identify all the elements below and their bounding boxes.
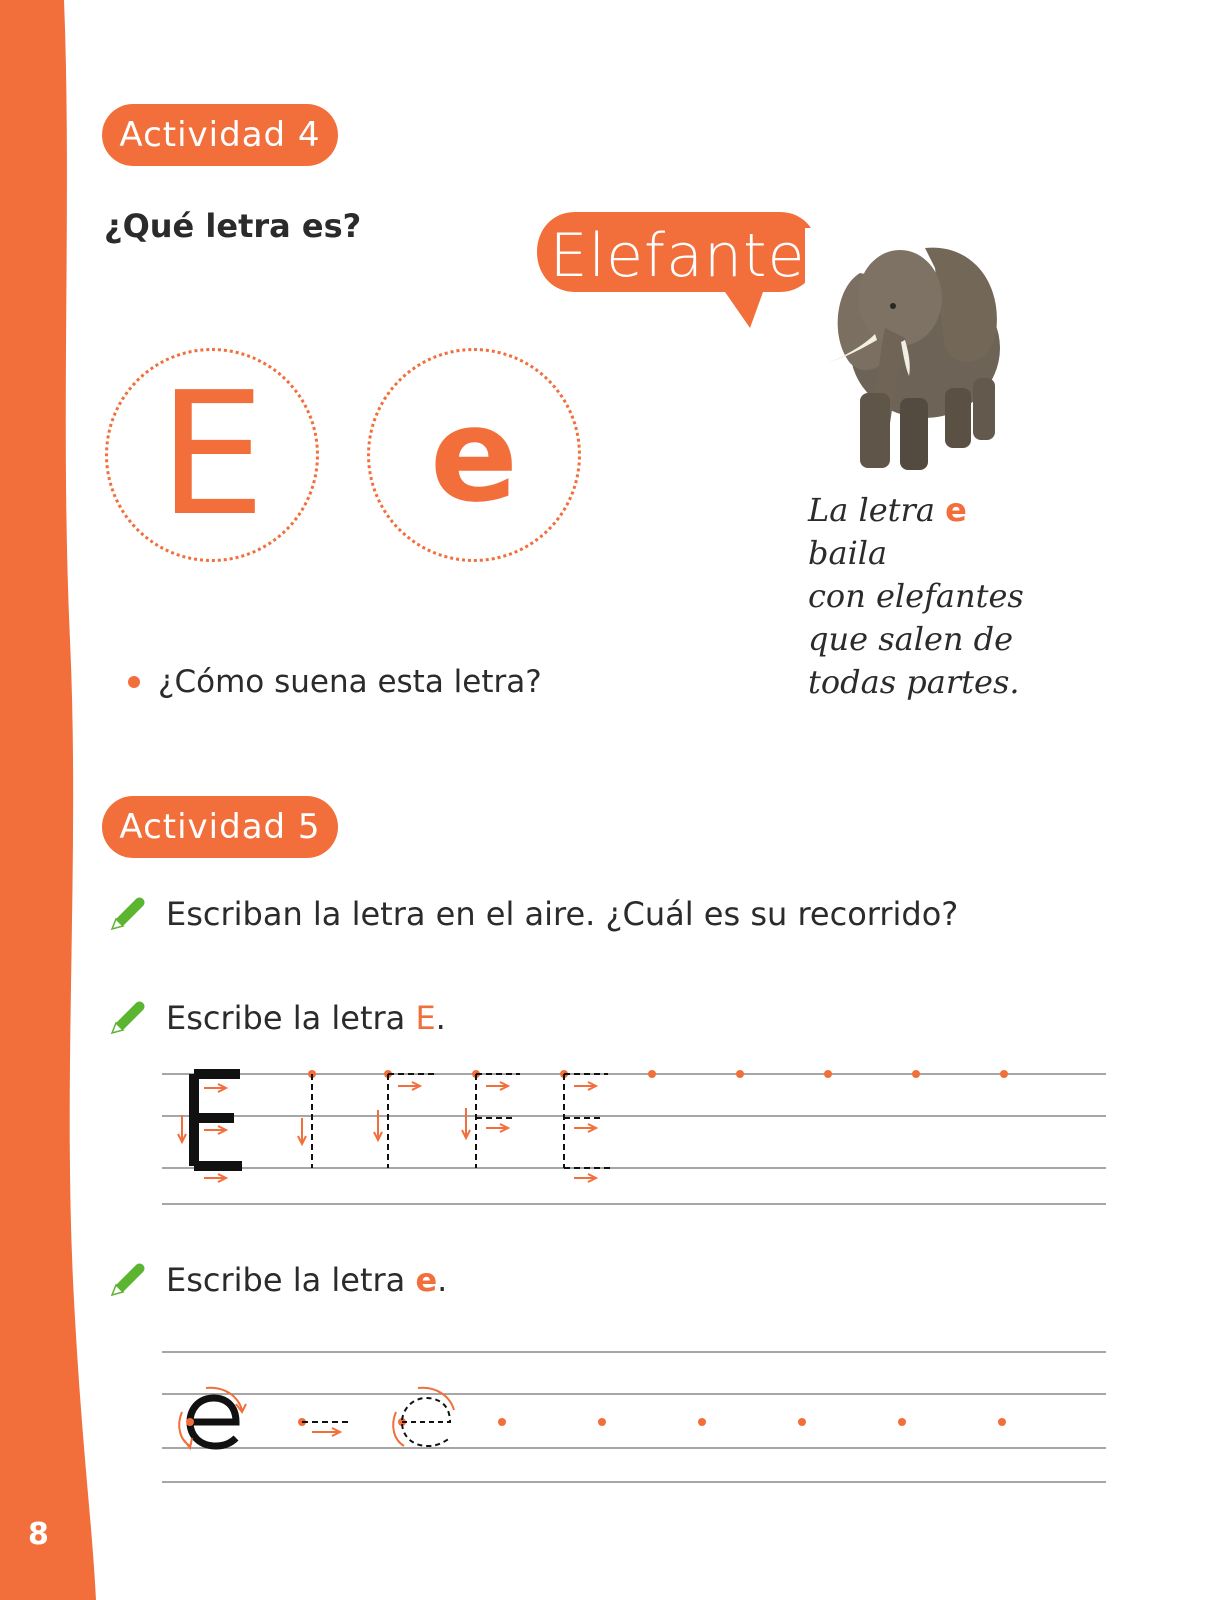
instruction-lower-prefix: Escribe la letra xyxy=(166,1261,406,1299)
poem-line-5: todas partes. xyxy=(808,663,1020,701)
lowercase-letter-circle xyxy=(367,348,581,562)
sound-question xyxy=(128,664,542,700)
instruction-air-text: Escriban la letra en el aire. ¿Cuál es su recorrido? xyxy=(166,895,959,933)
pencil-icon xyxy=(106,893,148,935)
page-number: 8 xyxy=(28,1517,49,1552)
instruction-lower xyxy=(106,1259,447,1301)
poem xyxy=(808,489,1024,704)
instruction-lower-letter: e xyxy=(415,1261,438,1299)
lowercase-practice-lines xyxy=(162,1340,1106,1490)
poem-line-1-text: La letra xyxy=(808,491,935,529)
instruction-upper-letter: E xyxy=(415,999,436,1037)
poem-line-4: que salen de xyxy=(808,620,1014,658)
lowercase-letter: e xyxy=(429,379,519,531)
instruction-lower-text xyxy=(166,1261,447,1299)
poem-line-1 xyxy=(808,489,1024,532)
side-band xyxy=(0,0,100,1600)
pencil-icon xyxy=(106,1259,148,1301)
question-what-letter: ¿Qué letra es? xyxy=(104,207,362,245)
uppercase-practice-lines xyxy=(162,1060,1106,1210)
uppercase-letter: E xyxy=(158,356,266,554)
instruction-upper-text xyxy=(166,999,446,1037)
sound-question-text: ¿Cómo suena esta letra? xyxy=(158,664,542,700)
pencil-icon xyxy=(106,997,148,1039)
instruction-air xyxy=(106,893,958,935)
bullet-dot xyxy=(128,676,140,688)
instruction-upper-prefix: Escribe la letra xyxy=(166,999,406,1037)
instruction-upper-suffix: . xyxy=(435,999,446,1037)
poem-line-3: con elefantes xyxy=(808,577,1024,615)
poem-line-2: baila xyxy=(808,534,888,572)
poem-letter: e xyxy=(945,491,967,529)
speech-word: Elefante xyxy=(549,221,806,291)
uppercase-letter-circle xyxy=(105,348,319,562)
instruction-upper xyxy=(106,997,446,1039)
activity-5-badge: Actividad 5 xyxy=(102,796,338,858)
activity-4-badge: Actividad 4 xyxy=(102,104,338,166)
instruction-lower-suffix: . xyxy=(437,1261,448,1299)
elephant-image xyxy=(805,228,1020,488)
